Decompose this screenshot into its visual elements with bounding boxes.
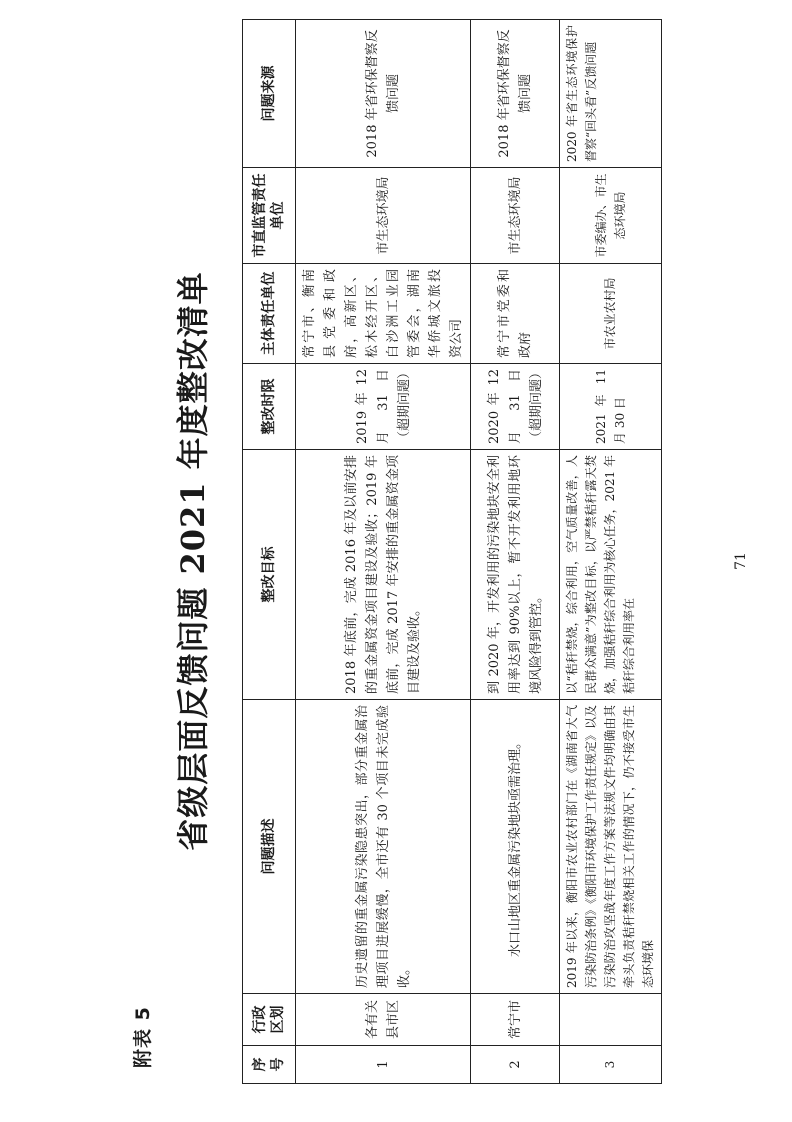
cell-seq: 3 xyxy=(560,1046,662,1084)
cell-supervisor: 市委编办、市生态环境局 xyxy=(560,168,662,264)
cell-goal: 2018 年底前，完成 2016 年及以前安排的重金属资金项目建设及验收；2019 年底前，完成 2017 年安排的重金属资金项目建设及验收。 xyxy=(296,450,471,700)
cell-region: 各有关县市区 xyxy=(296,994,471,1046)
attachment-label: 附表 5 xyxy=(132,1006,154,1068)
cell-source: 2018 年省环保督察反馈问题 xyxy=(471,20,560,168)
rectification-table xyxy=(242,19,662,1084)
page-title: 省级层面反馈问题 2021 年度整改清单 xyxy=(174,271,212,851)
cell-deadline: 2020 年 12 月 31 日（超期问题） xyxy=(471,364,560,450)
cell-seq: 1 xyxy=(296,1046,471,1084)
cell-region xyxy=(560,994,662,1046)
header-supervisor: 市直监管责任单位 xyxy=(243,168,296,264)
page-number: 71 xyxy=(733,552,749,570)
cell-deadline: 2019 年 12 月 31 日（超期问题） xyxy=(296,364,471,450)
cell-goal: 到 2020 年，开发利用的污染地块安全利用率达到 90%以上，暂不开发利用地环境风险得到管控。 xyxy=(471,450,560,700)
cell-goal: 以“秸秆禁烧，综合利用，空气质量改善，人民群众满意”为整改目标，以严禁秸秆露天焚烧，加强秸秆综合利用为核心任务，2021 年秸秆综合利用率在 xyxy=(560,450,662,700)
header-region: 行政区划 xyxy=(243,994,296,1046)
cell-responsible: 常宁市党委和政府 xyxy=(471,264,560,364)
header-seq: 序号 xyxy=(243,1046,296,1084)
cell-source: 2018 年省环保督察反馈问题 xyxy=(296,20,471,168)
header-responsible: 主体责任单位 xyxy=(243,264,296,364)
cell-description: 2019 年以来，衡阳市农业农村部门在《湖南省大气污染防治条例》《衡阳市环境保护工作责任规定》以及污染防治攻坚战年度工作方案等法规文件均明确由其牵头负责秸秆禁烧相关工作的情况下，仍不接受市生态环境保 xyxy=(560,700,662,994)
table-row xyxy=(560,20,662,1084)
cell-region: 常宁市 xyxy=(471,994,560,1046)
header-source: 问题来源 xyxy=(243,20,296,168)
cell-source: 2020 年省生态环境保护督察“回头看”反馈问题 xyxy=(560,20,662,168)
cell-supervisor: 市生态环境局 xyxy=(296,168,471,264)
header-goal: 整改目标 xyxy=(243,450,296,700)
cell-deadline: 2021 年 11 月 30 日 xyxy=(560,364,662,450)
table-row xyxy=(296,20,471,1084)
table-row xyxy=(471,20,560,1084)
header-deadline: 整改时限 xyxy=(243,364,296,450)
cell-seq: 2 xyxy=(471,1046,560,1084)
cell-description: 水口山地区重金属污染地块亟需治理。 xyxy=(471,700,560,994)
cell-responsible: 市农业农村局 xyxy=(560,264,662,364)
cell-responsible: 常宁市、衡南县党委和政府，高新区、松木经开区、白沙洲工业园管委会，湖南华侨城文旅投资公司 xyxy=(296,264,471,364)
header-description: 问题描述 xyxy=(243,700,296,994)
cell-description: 历史遗留的重金属污染隐患突出，部分重金属治理项目进展缓慢，全市还有 30 个项目未完成验收。 xyxy=(296,700,471,994)
cell-supervisor: 市生态环境局 xyxy=(471,168,560,264)
table-header-row xyxy=(243,20,296,1084)
